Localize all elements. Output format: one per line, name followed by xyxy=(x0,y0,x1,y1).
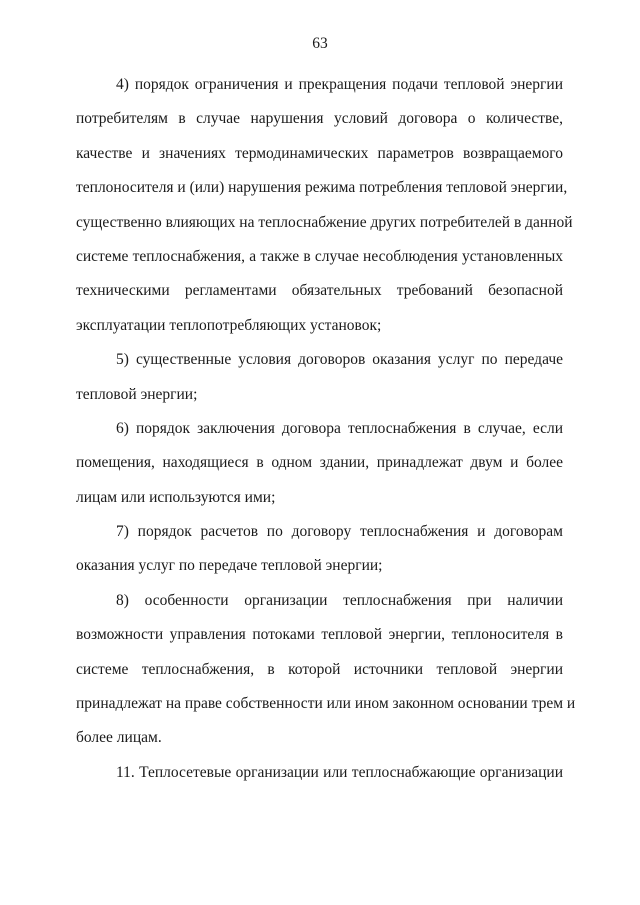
paragraph-1-line-7: техническими регламентами обязательных требований безопасной xyxy=(76,282,563,300)
paragraph-2-line-1: 5) существенные условия договоров оказания услуг по передаче xyxy=(116,351,563,369)
paragraph-5-line-4: принадлежат на праве собственности или ином законном основании трем и xyxy=(76,695,576,713)
document-body xyxy=(76,68,576,790)
page-number: 63 xyxy=(312,35,328,52)
paragraph-5-line-1: 8) особенности организации теплоснабжения при наличии xyxy=(116,591,563,609)
paragraph-1-line-4: теплоносителя и (или) нарушения режима потребления тепловой энергии, xyxy=(76,179,568,197)
paragraph-3-line-1: 6) порядок заключения договора теплоснабжения в случае, если xyxy=(116,419,563,437)
paragraph-6-line-1: 11. Теплосетевые организации или теплоснабжающие организации xyxy=(116,763,563,781)
paragraph-5-line-2: возможности управления потоками тепловой энергии, теплоносителя в xyxy=(76,626,563,644)
paragraph-4-line-2: оказания услуг по передаче тепловой энергии; xyxy=(76,557,383,575)
paragraph-1-line-2: потребителям в случае нарушения условий договора о количестве, xyxy=(76,110,563,128)
paragraph-3-line-2: помещения, находящиеся в одном здании, принадлежат двум и более xyxy=(76,454,563,472)
paragraph-5-line-3: системе теплоснабжения, в которой источники тепловой энергии xyxy=(76,660,563,678)
paragraph-1-line-8: эксплуатации теплопотребляющих установок; xyxy=(76,316,382,334)
paragraph-3-line-3: лицам или используются ими; xyxy=(76,488,276,506)
paragraph-4-line-1: 7) порядок расчетов по договору теплоснабжения и договорам xyxy=(116,523,563,541)
paragraph-1-line-6: системе теплоснабжения, а также в случае несоблюдения установленных xyxy=(76,247,563,265)
paragraph-1-line-5: существенно влияющих на теплоснабжение других потребителей в данной xyxy=(76,213,573,231)
paragraph-1-line-1: 4) порядок ограничения и прекращения подачи тепловой энергии xyxy=(116,76,563,93)
paragraph-1-line-3: качестве и значениях термодинамических параметров возвращаемого xyxy=(76,144,563,162)
paragraph-2-line-2: тепловой энергии; xyxy=(76,385,198,403)
paragraph-5-line-5: более лицам. xyxy=(76,729,162,747)
